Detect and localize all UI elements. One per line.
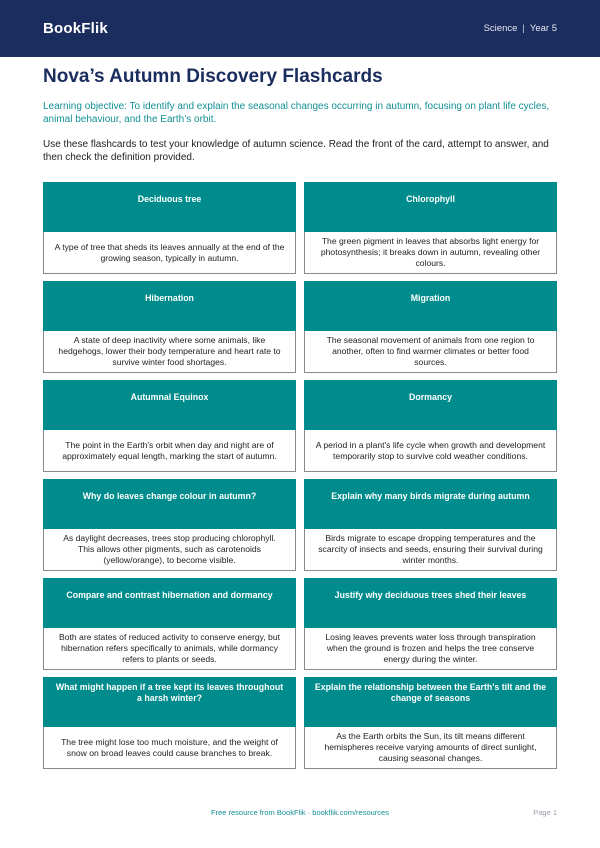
page-number: Page 1 [533, 808, 557, 817]
flashcard-front: Explain why many birds migrate during autumn [304, 479, 557, 529]
flashcard[interactable] [304, 281, 557, 373]
flashcard-front: Dormancy [304, 380, 557, 430]
flashcard-front: Migration [304, 281, 557, 331]
flashcard-front: Why do leaves change colour in autumn? [43, 479, 296, 529]
flashcard[interactable] [43, 182, 296, 274]
flashcard-front: Justify why deciduous trees shed their leaves [304, 578, 557, 628]
flashcard-back: A state of deep inactivity where some animals, like hedgehogs, lower their body temperature and heart rate to survive winter food shortages. [43, 331, 296, 373]
flashcard[interactable] [43, 380, 296, 472]
flashcard-front: Autumnal Equinox [43, 380, 296, 430]
flashcard[interactable] [43, 578, 296, 670]
flashcard-front: What might happen if a tree kept its leaves throughout a harsh winter? [43, 677, 296, 727]
instructions: Use these flashcards to test your knowledge of autumn science. Read the front of the card, attempt to answer, and then check the definition provided. [43, 139, 549, 163]
flashcard[interactable] [304, 578, 557, 670]
flashcard-back: The seasonal movement of animals from one region to another, often to find warmer climates or better food sources. [304, 331, 557, 373]
page-title: Nova’s Autumn Discovery Flashcards [43, 66, 383, 87]
flashcard-front: Explain the relationship between the Earth's tilt and the change of seasons [304, 677, 557, 727]
flashcard[interactable] [43, 677, 296, 769]
flashcard[interactable] [304, 479, 557, 571]
flashcard[interactable] [304, 677, 557, 769]
flashcard[interactable] [304, 380, 557, 472]
brand-logo[interactable]: BookFlik [43, 20, 108, 37]
flashcard-back: The tree might lose too much moisture, and the weight of snow on broad leaves could cause branches to break. [43, 727, 296, 769]
flashcard[interactable] [43, 479, 296, 571]
year-label: Year 5 [529, 23, 557, 34]
flashcard-front: Compare and contrast hibernation and dormancy [43, 578, 296, 628]
flashcard-back: As daylight decreases, trees stop producing chlorophyll. This allows other pigments, such as carotenoids (yellow/orange), to become visible. [43, 529, 296, 571]
flashcard-front: Deciduous tree [43, 182, 296, 232]
header-bar [0, 0, 600, 57]
header-meta [484, 23, 557, 34]
flashcard[interactable] [304, 182, 557, 274]
flashcard-back: Losing leaves prevents water loss through transpiration when the ground is frozen and helps the tree conserve energy during the winter. [304, 628, 557, 670]
subject-label: Science [483, 23, 518, 34]
flashcard-front: Chlorophyll [304, 182, 557, 232]
flashcard[interactable] [43, 281, 296, 373]
flashcard-back: As the Earth orbits the Sun, its tilt means different hemispheres receive varying amounts of direct sunlight, causing seasonal changes. [304, 727, 557, 769]
flashcard-front: Hibernation [43, 281, 296, 331]
flashcard-back: Both are states of reduced activity to conserve energy, but hibernation refers specifically to animals, while dormancy refers to plants or seeds. [43, 628, 296, 670]
flashcard-back: A period in a plant's life cycle when growth and development temporarily stop to survive cold weather conditions. [304, 430, 557, 472]
meta-separator: | [522, 23, 525, 34]
flashcard-back: The point in the Earth's orbit when day and night are of approximately equal length, marking the start of autumn. [43, 430, 296, 472]
flashcard-back: Birds migrate to escape dropping temperatures and the scarcity of insects and seeds, ensuring their survival during winter months. [304, 529, 557, 571]
footer-credit[interactable]: Free resource from BookFlik · bookflik.com/resources [211, 808, 389, 817]
flashcard-back: A type of tree that sheds its leaves annually at the end of the growing season, typically in autumn. [43, 232, 296, 274]
learning-objective: Learning objective: To identify and explain the seasonal changes occurring in autumn, focusing on plant life cycles, animal behaviour, and the Earth’s orbit. [43, 101, 550, 125]
flashcard-back: The green pigment in leaves that absorbs light energy for photosynthesis; it breaks down in autumn, revealing other colours. [304, 232, 557, 274]
flashcard-grid [43, 182, 557, 769]
